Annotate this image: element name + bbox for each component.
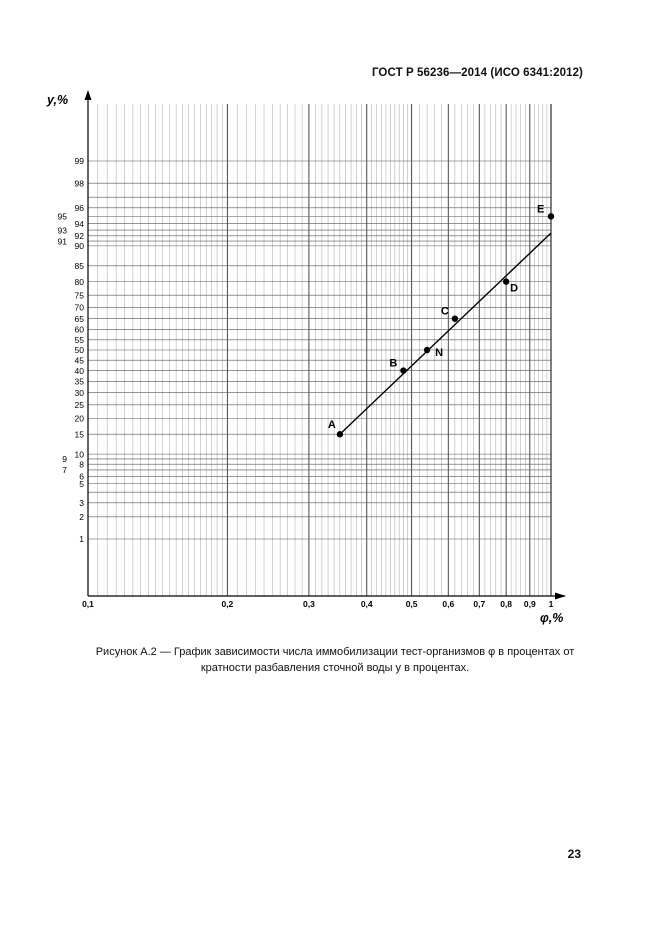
document-header: ГОСТ Р 56236—2014 (ИСО 6341:2012) — [371, 67, 583, 79]
y-axis-label: y,% — [47, 93, 69, 107]
data-point-b — [400, 367, 406, 373]
y-tick-label: 95 — [57, 211, 67, 222]
y-tick-label: 5 — [79, 478, 84, 489]
y-tick-label: 10 — [74, 449, 84, 460]
y-tick-label: 35 — [74, 376, 84, 387]
point-label-c: C — [440, 305, 449, 318]
y-tick-label: 40 — [74, 365, 84, 376]
x-tick-label: 0,2 — [221, 599, 234, 609]
x-axis-arrow — [555, 593, 566, 600]
x-tick-labels — [82, 599, 554, 609]
point-label-d: D — [510, 282, 519, 295]
y-tick-label: 70 — [74, 302, 84, 313]
chart-grid — [88, 104, 551, 596]
y-tick-label: 20 — [74, 413, 84, 424]
y-tick-label: 50 — [74, 345, 84, 356]
y-tick-label: 8 — [79, 459, 84, 470]
x-tick-label: 0,6 — [442, 599, 455, 609]
data-point-n — [424, 347, 430, 353]
y-tick-label: 2 — [79, 512, 84, 523]
y-tick-label: 99 — [74, 156, 84, 167]
y-tick-label: 55 — [74, 334, 84, 345]
point-label-e: E — [537, 203, 545, 216]
x-tick-label: 0,9 — [523, 599, 536, 609]
x-tick-label: 0,3 — [302, 599, 315, 609]
y-tick-label: 92 — [74, 231, 84, 242]
chart-axes — [85, 90, 567, 600]
x-tick-label: 0,8 — [500, 599, 513, 609]
y-tick-label: 98 — [74, 178, 84, 189]
y-tick-label: 1 — [79, 534, 84, 545]
y-tick-labels — [58, 156, 85, 544]
x-tick-label: 0,7 — [473, 599, 486, 609]
y-tick-label: 80 — [74, 276, 84, 287]
point-label-a: A — [327, 419, 336, 432]
data-point-e — [548, 213, 554, 219]
y-tick-label: 94 — [74, 218, 84, 229]
data-point-d — [503, 278, 509, 284]
y-tick-label: 85 — [74, 260, 84, 271]
x-tick-label: 0,1 — [82, 599, 94, 609]
data-point-c — [452, 315, 458, 321]
page-number: 23 — [567, 847, 581, 861]
y-tick-label: 60 — [74, 324, 84, 335]
y-tick-label: 7 — [62, 465, 67, 476]
point-label-b: B — [389, 357, 398, 370]
y-tick-label: 90 — [74, 241, 84, 252]
y-tick-label: 30 — [74, 387, 84, 398]
y-tick-label: 45 — [74, 355, 84, 366]
y-tick-label: 25 — [74, 399, 84, 410]
y-tick-label: 91 — [57, 236, 67, 247]
y-tick-label: 3 — [79, 498, 84, 509]
y-tick-label: 75 — [74, 290, 84, 301]
y-tick-label: 96 — [74, 202, 84, 213]
y-tick-label: 6 — [79, 471, 84, 482]
x-tick-label: 0,4 — [360, 599, 373, 609]
y-tick-label: 93 — [57, 225, 67, 236]
x-axis-label: φ,% — [540, 611, 564, 625]
caption-line-1: Рисунок А.2 — График зависимости числа иммобилизации тест-организмов φ в процентах от — [95, 646, 575, 658]
figure-caption — [40, 644, 630, 676]
y-tick-label: 15 — [74, 429, 84, 440]
y-tick-label: 9 — [62, 454, 67, 465]
y-axis-arrow — [85, 90, 92, 100]
x-tick-label: 0,5 — [405, 599, 418, 609]
x-tick-label: 1 — [548, 599, 554, 609]
caption-line-2: кратности разбавления сточной воды y в процентах. — [200, 662, 470, 674]
point-label-n: N — [435, 347, 444, 359]
y-tick-label: 65 — [74, 313, 84, 324]
data-point-a — [337, 431, 343, 437]
